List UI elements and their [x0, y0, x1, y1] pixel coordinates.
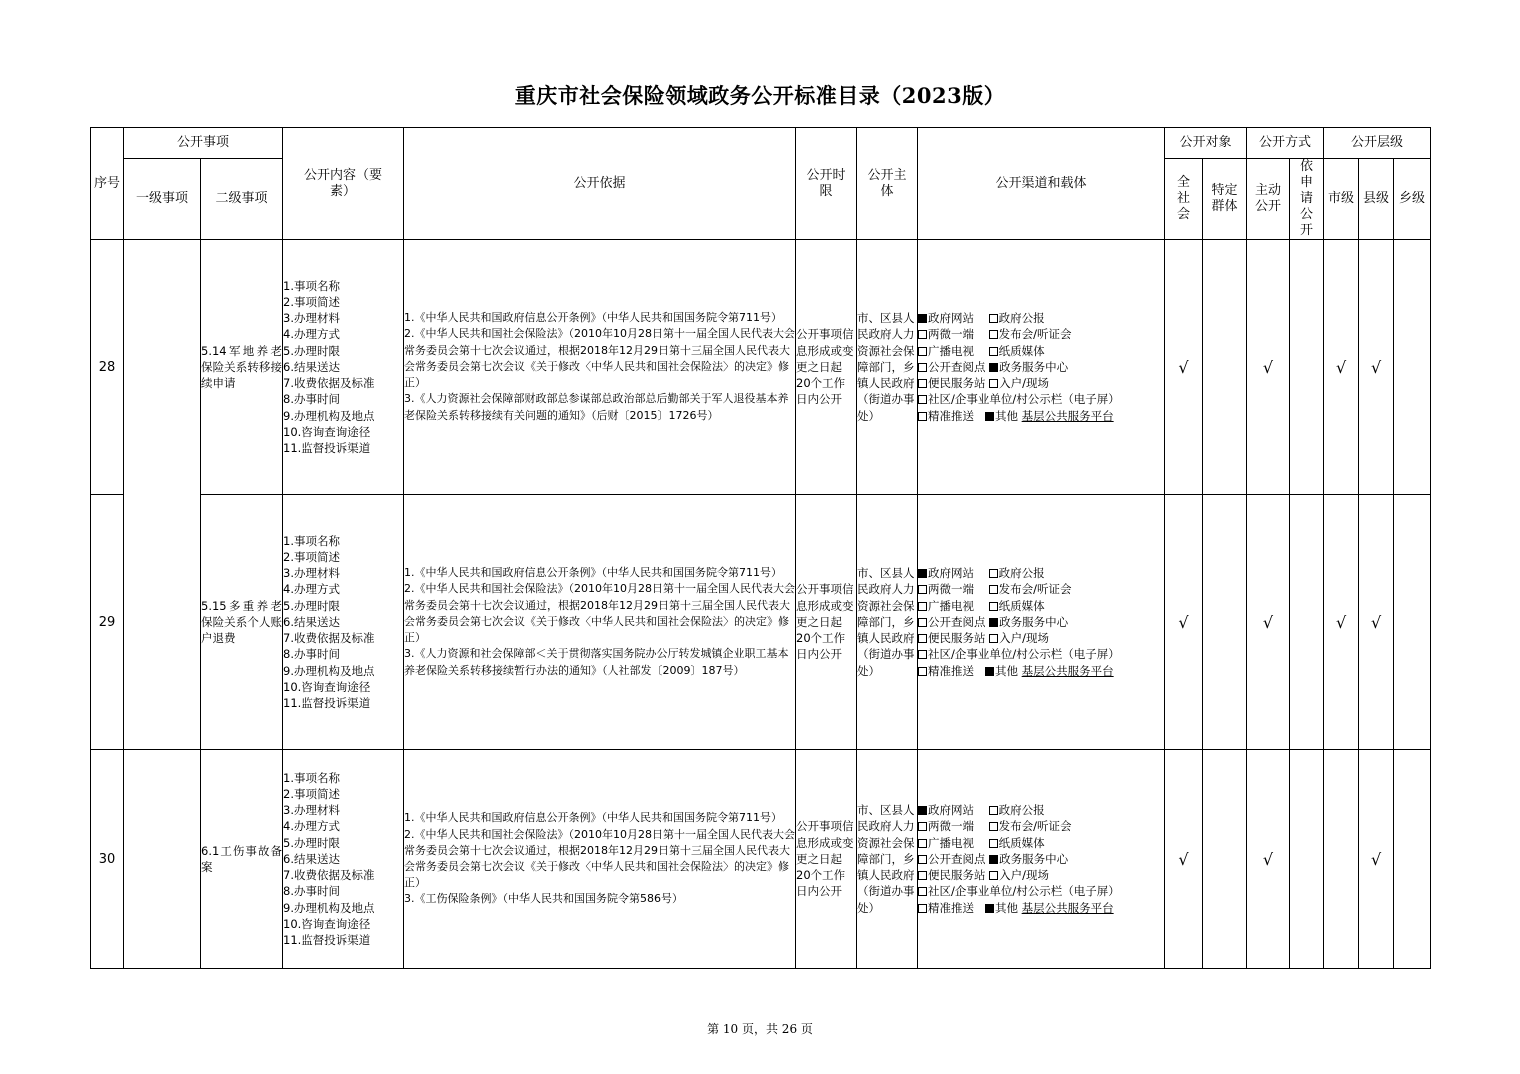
- basis-cell: [404, 750, 796, 969]
- basis-item: 2.《中华人民共和国社会保险法》（2010年10月28日第十一届全国人民代表大会常务委员会第十七次会议通过，根据2018年12月29日第十三届全国人民代表大会常务委员会第七次会议《关于修改〈中华人民共和国社会保险法〉的决定》修正）: [404, 827, 795, 890]
- subject: 市、区县人民政府人力资源社会保障部门，乡镇人民政府（街道办事处）: [857, 750, 918, 969]
- element-item: 1.事项名称: [283, 533, 340, 548]
- row-seq: 30: [91, 750, 124, 969]
- checked-box-icon: [918, 806, 927, 815]
- header-channel: 公开渠道和载体: [918, 128, 1165, 240]
- check-town: [1394, 750, 1431, 969]
- channel-option: 精准推送: [928, 900, 975, 915]
- basis-item: 2.《中华人民共和国社会保险法》（2010年10月28日第十一届全国人民代表大会常务委员会第十七次会议通过，根据2018年12月29日第十三届全国人民代表大会常务委员会第七次会议《关于修改〈中华人民共和国社会保险法〉的决定》修正）: [404, 582, 795, 645]
- channel-option: 便民服务站: [928, 376, 986, 391]
- row-seq: 29: [91, 495, 124, 750]
- header-level-county: 县级: [1359, 159, 1394, 240]
- element-item: 8.办事时间: [283, 647, 340, 662]
- checked-box-icon: [989, 618, 998, 627]
- channel-option: 发布会/听证会: [998, 819, 1072, 834]
- element-item: 3.办理材料: [283, 566, 340, 581]
- header-content: 公开内容（要素）: [283, 128, 404, 240]
- header-subject: 公开主体: [857, 128, 918, 240]
- element-item: 5.办理时限: [283, 598, 340, 613]
- subject: 市、区县人民政府人力资源社会保障部门，乡镇人民政府（街道办事处）: [857, 495, 918, 750]
- checkbox-icon: [989, 839, 998, 848]
- checkbox-icon: [918, 585, 927, 594]
- checkbox-icon: [989, 314, 998, 323]
- basis-cell: [404, 240, 796, 495]
- check-active: √: [1247, 495, 1290, 750]
- element-item: 9.办理机构及地点: [283, 663, 375, 678]
- element-item: 1.事项名称: [283, 278, 340, 293]
- header-method-active: 主动公开: [1247, 159, 1290, 240]
- basis-item: 1.《中华人民共和国政府信息公开条例》（中华人民共和国国务院令第711号）: [404, 311, 783, 325]
- channel-option: 广播电视: [928, 835, 975, 850]
- element-item: 3.办理材料: [283, 311, 340, 326]
- checkbox-icon: [918, 412, 927, 421]
- check-county: √: [1359, 750, 1394, 969]
- catalog-table: [90, 127, 1431, 969]
- header-basis: 公开依据: [404, 128, 796, 240]
- element-item: 10.咨询查询途径: [283, 679, 371, 694]
- checkbox-icon: [918, 363, 927, 372]
- element-item: 6.结果送达: [283, 614, 340, 629]
- channel-option: 政府网站: [928, 803, 975, 818]
- time-limit: 公开事项信息形成或变更之日起20个工作日内公开: [796, 240, 857, 495]
- channel-option: 政府公报: [998, 311, 1045, 326]
- channel-option: 政务服务中心: [999, 359, 1069, 374]
- element-list: [283, 240, 404, 495]
- checkbox-icon: [918, 395, 927, 404]
- channel-list: [918, 495, 1165, 750]
- element-item: 11.监督投诉渠道: [283, 695, 371, 710]
- channel-option: 公开查阅点: [928, 851, 986, 866]
- element-item: 11.监督投诉渠道: [283, 440, 371, 455]
- channel-option-underlined: 基层公共服务平台: [1021, 900, 1114, 915]
- basis-item: 3.《人力资源和社会保障部＜关于贯彻落实国务院办公厅转发城镇企业职工基本养老保险关系转移接续暂行办法的通知》（人社部发〔2009〕187号）: [404, 647, 789, 677]
- channel-option: 精准推送: [928, 408, 975, 423]
- level2-item: 5.15多重养老保险关系个人账户退费: [201, 495, 283, 750]
- element-item: 4.办理方式: [283, 819, 340, 834]
- checked-box-icon: [989, 363, 998, 372]
- channel-option: 社区/企事业单位/村公示栏（电子屏）: [928, 392, 1120, 407]
- element-item: 5.办理时限: [283, 835, 340, 850]
- check-apply: [1290, 240, 1324, 495]
- element-item: 9.办理机构及地点: [283, 408, 375, 423]
- basis-item: 3.《工伤保险条例》（中华人民共和国国务院令第586号）: [404, 892, 684, 906]
- element-item: 8.办事时间: [283, 884, 340, 899]
- checkbox-icon: [918, 347, 927, 356]
- checkbox-icon: [918, 650, 927, 659]
- header-level1: 一级事项: [124, 159, 201, 240]
- channel-option: 政府网站: [928, 311, 975, 326]
- check-active: √: [1247, 240, 1290, 495]
- basis-item: 1.《中华人民共和国政府信息公开条例》（中华人民共和国国务院令第711号）: [404, 566, 783, 580]
- channel-option: 社区/企事业单位/村公示栏（电子屏）: [928, 647, 1120, 662]
- channel-option: 精准推送: [928, 663, 975, 678]
- checkbox-icon: [989, 330, 998, 339]
- channel-option: 纸质媒体: [998, 835, 1045, 850]
- element-item: 10.咨询查询途径: [283, 424, 371, 439]
- element-item: 1.事项名称: [283, 770, 340, 785]
- check-specific: [1203, 750, 1247, 969]
- channel-option: 其他: [994, 663, 1018, 678]
- checkbox-icon: [918, 634, 927, 643]
- checked-box-icon: [985, 904, 994, 913]
- checkbox-icon: [918, 839, 927, 848]
- checkbox-icon: [918, 667, 927, 676]
- element-item: 10.咨询查询途径: [283, 916, 371, 931]
- element-item: 8.办事时间: [283, 392, 340, 407]
- checkbox-icon: [989, 569, 998, 578]
- channel-option: 政务服务中心: [999, 851, 1069, 866]
- channel-option: 纸质媒体: [998, 598, 1045, 613]
- element-item: 3.办理材料: [283, 803, 340, 818]
- channel-option: 两微一端: [928, 582, 975, 597]
- channel-option: 广播电视: [928, 343, 975, 358]
- time-limit: 公开事项信息形成或变更之日起20个工作日内公开: [796, 495, 857, 750]
- channel-option: 便民服务站: [928, 868, 986, 883]
- element-item: 7.收费依据及标准: [283, 868, 375, 883]
- channel-option: 两微一端: [928, 819, 975, 834]
- element-item: 6.结果送达: [283, 359, 340, 374]
- check-specific: [1203, 495, 1247, 750]
- check-county: √: [1359, 495, 1394, 750]
- channel-option: 便民服务站: [928, 631, 986, 646]
- channel-option: 两微一端: [928, 327, 975, 342]
- checked-box-icon: [918, 314, 927, 323]
- element-item: 2.事项简述: [283, 550, 340, 565]
- checkbox-icon: [989, 871, 998, 880]
- check-town: [1394, 240, 1431, 495]
- channel-option: 公开查阅点: [928, 614, 986, 629]
- level2-item: 5.14军地养老保险关系转移接续申请: [201, 240, 283, 495]
- channel-option: 政务服务中心: [999, 614, 1069, 629]
- channel-option: 其他: [994, 900, 1018, 915]
- channel-option: 其他: [994, 408, 1018, 423]
- channel-option: 政府网站: [928, 566, 975, 581]
- check-all: √: [1165, 750, 1203, 969]
- header-target: 公开对象: [1165, 128, 1247, 159]
- check-specific: [1203, 240, 1247, 495]
- table-row: [91, 750, 1431, 969]
- element-item: 2.事项简述: [283, 295, 340, 310]
- element-list: [283, 750, 404, 969]
- header-seq: 序号: [91, 128, 124, 240]
- header-level: 公开层级: [1324, 128, 1431, 159]
- element-item: 4.办理方式: [283, 327, 340, 342]
- element-item: 11.监督投诉渠道: [283, 932, 371, 947]
- table-row: [91, 240, 1431, 495]
- element-item: 7.收费依据及标准: [283, 631, 375, 646]
- check-active: √: [1247, 750, 1290, 969]
- channel-option: 纸质媒体: [998, 343, 1045, 358]
- level1-cell: [124, 750, 201, 969]
- channel-list: [918, 240, 1165, 495]
- channel-option: 发布会/听证会: [998, 582, 1072, 597]
- check-city: √: [1324, 495, 1359, 750]
- element-list: [283, 495, 404, 750]
- channel-option-underlined: 基层公共服务平台: [1021, 663, 1114, 678]
- row-seq: 28: [91, 240, 124, 495]
- element-item: 2.事项简述: [283, 787, 340, 802]
- channel-option: 入户/现场: [999, 376, 1050, 391]
- checkbox-icon: [918, 904, 927, 913]
- channel-option: 公开查阅点: [928, 359, 986, 374]
- checkbox-icon: [989, 347, 998, 356]
- time-limit: 公开事项信息形成或变更之日起20个工作日内公开: [796, 750, 857, 969]
- header-level-city: 市级: [1324, 159, 1359, 240]
- checkbox-icon: [989, 585, 998, 594]
- channel-option: 入户/现场: [999, 868, 1050, 883]
- channel-option: 政府公报: [998, 803, 1045, 818]
- header-method-apply: 依申请公开: [1290, 159, 1324, 240]
- level2-item: 6.1工伤事故备案: [201, 750, 283, 969]
- channel-option: 发布会/听证会: [998, 327, 1072, 342]
- check-town: [1394, 495, 1431, 750]
- checkbox-icon: [918, 618, 927, 627]
- subject: 市、区县人民政府人力资源社会保障部门，乡镇人民政府（街道办事处）: [857, 240, 918, 495]
- checkbox-icon: [989, 379, 998, 388]
- header-time-limit: 公开时限: [796, 128, 857, 240]
- basis-cell: [404, 495, 796, 750]
- header-target-specific: 特定群体: [1203, 159, 1247, 240]
- check-all: √: [1165, 240, 1203, 495]
- checkbox-icon: [989, 634, 998, 643]
- check-county: √: [1359, 240, 1394, 495]
- checked-box-icon: [918, 569, 927, 578]
- checkbox-icon: [989, 602, 998, 611]
- check-city: √: [1324, 240, 1359, 495]
- page-footer: 第 10 页，共 26 页: [707, 1022, 813, 1036]
- check-apply: [1290, 495, 1324, 750]
- checked-box-icon: [985, 667, 994, 676]
- basis-item: 1.《中华人民共和国政府信息公开条例》（中华人民共和国国务院令第711号）: [404, 811, 783, 825]
- checkbox-icon: [918, 822, 927, 831]
- check-all: √: [1165, 495, 1203, 750]
- header-target-all: 全社会: [1165, 159, 1203, 240]
- element-item: 5.办理时限: [283, 343, 340, 358]
- channel-option: 广播电视: [928, 598, 975, 613]
- header-matter: 公开事项: [124, 128, 283, 159]
- check-city: [1324, 750, 1359, 969]
- basis-item: 3.《人力资源社会保障部财政部总参谋部总政治部总后勤部关于军人退役基本养老保险关系转移接续有关问题的通知》（后财〔2015〕1726号）: [404, 392, 789, 422]
- header-level-town: 乡级: [1394, 159, 1431, 240]
- checkbox-icon: [918, 379, 927, 388]
- checkbox-icon: [918, 855, 927, 864]
- header-level2: 二级事项: [201, 159, 283, 240]
- channel-option: 入户/现场: [999, 631, 1050, 646]
- checked-box-icon: [985, 412, 994, 421]
- channel-list: [918, 750, 1165, 969]
- channel-option-underlined: 基层公共服务平台: [1021, 408, 1114, 423]
- checkbox-icon: [918, 887, 927, 896]
- checkbox-icon: [989, 806, 998, 815]
- table-row: [91, 495, 1431, 750]
- level1-cell: [124, 240, 201, 750]
- channel-option: 社区/企事业单位/村公示栏（电子屏）: [928, 884, 1120, 899]
- page-title: 重庆市社会保险领域政务公开标准目录（2023版）: [514, 83, 1006, 108]
- element-item: 4.办理方式: [283, 582, 340, 597]
- checked-box-icon: [989, 855, 998, 864]
- checkbox-icon: [989, 822, 998, 831]
- header-method: 公开方式: [1247, 128, 1324, 159]
- check-apply: [1290, 750, 1324, 969]
- element-item: 6.结果送达: [283, 851, 340, 866]
- checkbox-icon: [918, 602, 927, 611]
- element-item: 9.办理机构及地点: [283, 900, 375, 915]
- checkbox-icon: [918, 330, 927, 339]
- basis-item: 2.《中华人民共和国社会保险法》（2010年10月28日第十一届全国人民代表大会常务委员会第十七次会议通过，根据2018年12月29日第十三届全国人民代表大会常务委员会第七次会议《关于修改〈中华人民共和国社会保险法〉的决定》修正）: [404, 327, 795, 390]
- element-item: 7.收费依据及标准: [283, 376, 375, 391]
- channel-option: 政府公报: [998, 566, 1045, 581]
- checkbox-icon: [918, 871, 927, 880]
